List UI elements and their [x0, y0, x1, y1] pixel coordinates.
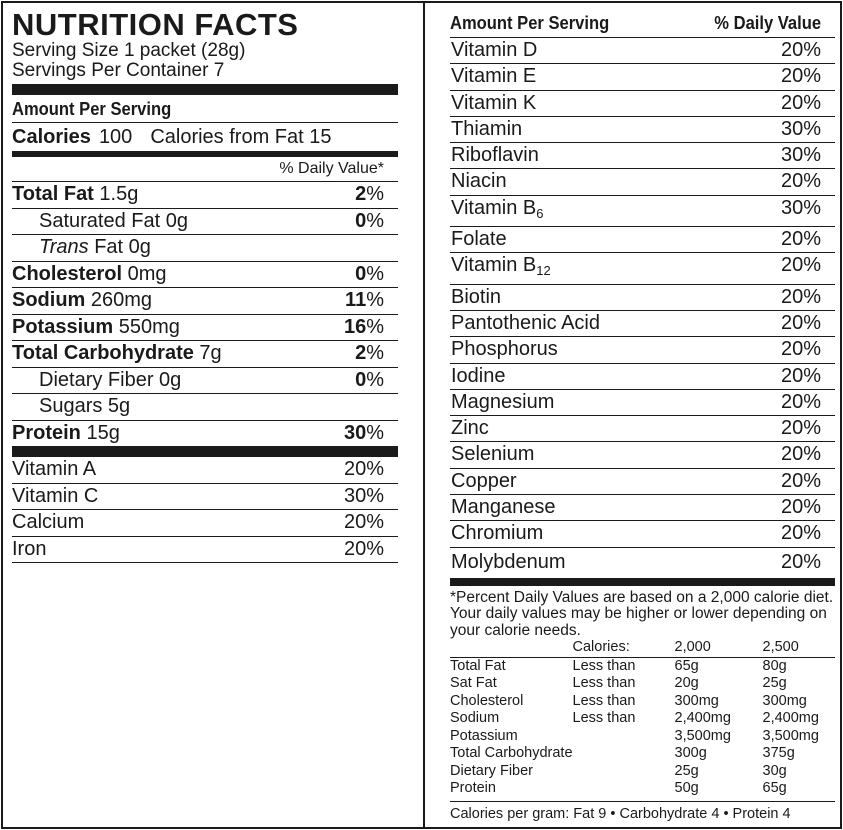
vitamin-row — [450, 416, 835, 442]
vitamin-name: Pantothenic Acid — [451, 311, 600, 334]
nutrient-name: Saturated Fat 0g — [39, 209, 188, 232]
vitamin-row — [450, 91, 835, 117]
vitamin-name: Biotin — [451, 285, 502, 308]
dv-2000: 3,500mg — [674, 727, 731, 744]
dv-nutrient: Protein — [450, 780, 496, 797]
vitamin-percent: 30% — [780, 196, 821, 219]
calories-value: 100 — [98, 126, 133, 148]
nutrient-name: Cholesterol 0mg — [12, 262, 167, 285]
vitamin-percent: 20% — [343, 537, 384, 560]
vitamin-name: Vitamin $B_6$ — [451, 196, 544, 221]
nutrient-row — [12, 288, 398, 315]
dv-2000: 20g — [674, 675, 699, 692]
dv-nutrient: Total Carbohydrate — [450, 745, 573, 762]
dv-header-cell: Calories: — [573, 639, 675, 657]
dv-limit — [573, 745, 675, 763]
dv-nutrient: Cholesterol — [450, 692, 524, 709]
nutrient-name-bold: Total Carbohydrate — [12, 342, 194, 364]
vitamin-percent: 30% — [780, 117, 821, 140]
vitamin-subscript: 12 — [536, 263, 551, 279]
vitamin-name: Selenium — [451, 443, 535, 466]
dv-table-row — [450, 728, 835, 746]
dv-2500: 2,400mg — [762, 710, 819, 727]
nutrient-row — [12, 421, 398, 447]
dv-table-row — [450, 693, 835, 711]
dv-2000: 65g — [674, 657, 699, 674]
dv-nutrient: Sat Fat — [450, 675, 497, 692]
vitamin-name: Manganese — [451, 496, 556, 519]
nutrient-row — [12, 262, 398, 289]
vitamin-percent: 20% — [343, 458, 384, 480]
nutrition-label — [1, 1, 842, 829]
dv-2500: 80g — [762, 657, 787, 674]
thick-divider — [12, 84, 398, 95]
vitamin-row — [450, 196, 835, 227]
dv-header-cell: 2,000 — [675, 639, 763, 657]
dv-2500: 65g — [762, 780, 787, 797]
dv-table-row — [450, 675, 835, 693]
nutrient-percent: 0% — [355, 262, 384, 285]
vitamin-percent: 20% — [780, 390, 821, 413]
right-column — [450, 9, 835, 824]
vitamin-row — [450, 337, 835, 363]
nutrient-percent: 11% — [345, 289, 384, 311]
dv-table-row — [450, 657, 835, 675]
nutrient-row — [12, 341, 398, 368]
vitamin-percent: 20% — [780, 443, 821, 466]
vitamin-name: Vitamin D — [451, 39, 538, 61]
vitamin-name: Zinc — [451, 417, 489, 440]
dv-2500: 3,500mg — [762, 727, 819, 744]
calories-per-gram: Calories per gram: Fat 9 • Carbohydrate 4 • Protein 4 — [450, 801, 835, 824]
dv-limit: Less than — [572, 675, 636, 692]
vitamin-name: Iron — [12, 537, 47, 560]
vitamin-row — [450, 469, 835, 495]
dv-nutrient: Total Fat — [450, 657, 506, 674]
nutrient-name-bold: Protein — [12, 421, 81, 444]
dv-2000: 300mg — [674, 692, 719, 709]
vitamin-percent: 20% — [780, 338, 821, 361]
vitamin-percent: 20% — [343, 511, 384, 533]
vitamin-percent: 20% — [780, 311, 821, 334]
nutrient-row — [12, 209, 398, 236]
nutrient-percent: 0% — [355, 209, 384, 232]
vitamin-row — [450, 64, 835, 90]
vitamin-name: Iodine — [451, 364, 506, 387]
dv-2500: 300mg — [762, 692, 807, 709]
nutrient-name-bold: Total Fat — [12, 183, 94, 205]
vitamin-name: Vitamin $B_{12}$ — [451, 254, 551, 279]
vitamin-subscript: 6 — [536, 205, 544, 221]
vitamin-percent: 30% — [343, 484, 384, 507]
vitamin-percent: 20% — [780, 285, 821, 308]
nutrient-name-bold: Cholesterol — [12, 262, 123, 285]
nutrient-list — [12, 182, 398, 446]
vitamin-name: Vitamin A — [12, 458, 97, 480]
right-dv-header: % Daily Value — [714, 13, 821, 33]
dv-table-row — [450, 763, 835, 781]
vitamin-percent: 20% — [780, 550, 821, 573]
vitamin-percent: 20% — [780, 496, 821, 519]
percent-value: 0 — [355, 262, 367, 285]
vitamin-percent: 20% — [780, 228, 821, 251]
vitamin-row — [450, 253, 835, 284]
label-title: NUTRITION FACTS — [12, 7, 299, 42]
right-amount-header: Amount Per Serving — [450, 13, 610, 33]
footnote: *Percent Daily Values are based on a 2,000 calorie diet. Your daily values may be higher or lower depending on your calorie needs. — [450, 588, 834, 639]
nutrient-name-bold: Sodium — [12, 289, 86, 311]
dv-limit: Less than — [572, 710, 636, 727]
nutrient-name: Total Fat 1.5g — [12, 183, 139, 205]
vitamin-name: Calcium — [12, 511, 85, 533]
dv-2000: 2,400mg — [674, 710, 731, 727]
nutrient-row — [12, 235, 398, 262]
vitamin-name: Vitamin E — [451, 65, 537, 88]
vitamin-row — [450, 117, 835, 143]
amount-per-serving: Amount Per Serving — [12, 99, 172, 119]
vitamin-name: Copper — [451, 469, 517, 492]
vitamin-name: Vitamin C — [12, 484, 99, 507]
nutrient-percent: 16% — [343, 315, 384, 338]
nutrient-name: Sugars 5g — [39, 395, 131, 417]
calories-from-fat: Calories from Fat 15 — [150, 126, 332, 148]
vitamin-row — [450, 390, 835, 416]
nutrient-name: Sodium 260mg — [12, 289, 153, 311]
vitamin-row — [450, 227, 835, 253]
dv-limit — [573, 780, 675, 798]
nutrient-percent: 2% — [355, 342, 384, 364]
daily-value-table — [450, 639, 835, 798]
nutrient-name-bold: Potassium — [12, 315, 114, 338]
dv-2500: 25g — [762, 675, 787, 692]
right-header — [450, 9, 835, 38]
percent-value: 2 — [355, 183, 367, 205]
calories-row — [12, 123, 398, 151]
dv-2000: 25g — [674, 762, 699, 779]
dv-2000: 300g — [674, 745, 707, 762]
dv-2000: 50g — [674, 780, 699, 797]
vitamin-name: Vitamin K — [451, 91, 537, 114]
nutrient-row — [12, 315, 398, 342]
vitamin-row — [450, 548, 835, 577]
dv-table-row — [450, 780, 835, 798]
dv-limit: Less than — [572, 692, 636, 709]
vitamin-row — [450, 364, 835, 390]
vitamin-row — [450, 521, 835, 547]
dv-limit: Less than — [572, 657, 636, 674]
vitamin-name: Thiamin — [451, 117, 523, 140]
thick-divider — [12, 446, 398, 457]
percent-value: 0 — [355, 368, 367, 391]
nutrient-row — [12, 182, 398, 209]
nutrient-percent: 2% — [355, 183, 384, 205]
dv-nutrient: Potassium — [450, 727, 518, 744]
vitamin-percent: 20% — [780, 170, 821, 193]
vitamin-list-left — [12, 457, 398, 563]
dv-limit — [573, 728, 675, 746]
dv-table-header — [450, 639, 835, 657]
percent-value: 11 — [345, 289, 367, 311]
dv-table-row — [450, 745, 835, 763]
vitamin-percent: 20% — [780, 91, 821, 114]
vitamin-row — [12, 457, 398, 484]
percent-value: 30 — [343, 421, 367, 444]
vitamin-name: Niacin — [451, 170, 507, 193]
serving-size: Serving Size 1 packet (28g) — [12, 40, 246, 61]
nutrient-name: Total Carbohydrate 7g — [12, 342, 222, 364]
vitamin-percent: 20% — [780, 522, 821, 545]
vitamin-name: Riboflavin — [451, 144, 539, 167]
nutrient-percent: 0% — [355, 368, 384, 391]
servings-per-container: Servings Per Container 7 — [12, 60, 225, 81]
vitamin-name: Chromium — [451, 522, 544, 545]
nutrient-percent: 30% — [343, 421, 384, 444]
vitamin-name: Molybdenum — [451, 550, 566, 573]
dv-table-row — [450, 710, 835, 728]
vitamin-percent: 20% — [780, 469, 821, 492]
nutrient-row — [12, 368, 398, 395]
vitamin-percent: 20% — [780, 417, 821, 440]
percent-value: 16 — [343, 315, 367, 338]
vitamin-percent: 20% — [780, 364, 821, 387]
nutrient-row — [12, 394, 398, 421]
column-divider — [423, 3, 425, 829]
vitamin-list-right — [450, 38, 835, 577]
vitamin-percent: 30% — [780, 144, 821, 167]
daily-value-header: % Daily Value* — [12, 157, 398, 182]
nutrient-name: Potassium 550mg — [12, 315, 180, 338]
left-column — [12, 9, 398, 563]
nutrient-name-italic: Trans — [39, 236, 89, 258]
nutrient-name: Dietary Fiber 0g — [39, 368, 182, 391]
vitamin-row — [450, 311, 835, 337]
nutrient-name: Trans Fat 0g — [39, 236, 151, 258]
dv-header-cell — [450, 639, 573, 657]
vitamin-row — [450, 285, 835, 311]
percent-value: 2 — [355, 342, 367, 364]
vitamin-percent: 20% — [780, 65, 821, 88]
vitamin-row — [450, 38, 835, 64]
dv-nutrient: Sodium — [450, 710, 500, 727]
vitamin-row — [450, 143, 835, 169]
vitamin-name: Folate — [451, 228, 507, 251]
percent-value: 0 — [355, 209, 367, 232]
vitamin-percent: 20% — [780, 254, 821, 277]
dv-limit — [573, 763, 675, 781]
vitamin-name: Magnesium — [451, 390, 555, 413]
vitamin-row — [12, 537, 398, 564]
vitamin-row — [450, 442, 835, 468]
calories-label: Calories — [12, 126, 91, 148]
vitamin-row — [12, 484, 398, 511]
nutrient-name: Protein 15g — [12, 421, 120, 444]
vitamin-row — [450, 495, 835, 521]
dv-2500: 30g — [762, 762, 787, 779]
vitamin-row — [12, 510, 398, 537]
thick-divider — [450, 578, 835, 586]
dv-header-cell: 2,500 — [763, 639, 835, 657]
vitamin-percent: 20% — [780, 39, 821, 61]
dv-2500: 375g — [762, 745, 795, 762]
dv-nutrient: Dietary Fiber — [450, 762, 533, 779]
vitamin-name: Phosphorus — [451, 338, 558, 361]
vitamin-row — [450, 169, 835, 195]
